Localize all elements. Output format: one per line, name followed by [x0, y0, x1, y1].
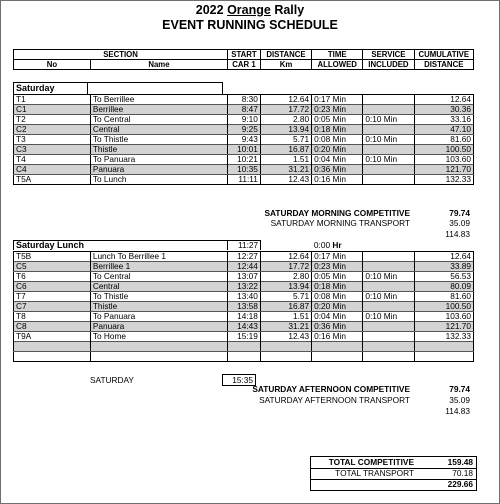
- cell-cum: 47.10: [414, 125, 473, 135]
- cell-name: To Panuara: [90, 312, 227, 322]
- cell-time: 0:23 Min: [312, 262, 363, 272]
- cell-no: T8: [14, 312, 91, 322]
- cell-dist: 31.21: [260, 165, 311, 175]
- cell-time: 0:36 Min: [312, 165, 363, 175]
- cell-time: 0:18 Min: [312, 282, 363, 292]
- cell-cum: 100.50: [414, 302, 473, 312]
- cell-cum: 100.50: [414, 145, 473, 155]
- cell-name: Lunch To Berrillee 1: [90, 252, 227, 262]
- cell-time: 0:05 Min: [312, 272, 363, 282]
- cell-time: 0:08 Min: [312, 135, 363, 145]
- cell-service: [363, 165, 414, 175]
- cell-no: T2: [14, 115, 91, 125]
- sat-morning-transport-label: SATURDAY MORNING TRANSPORT: [270, 218, 410, 228]
- cell-start: 10:21: [228, 155, 261, 165]
- cell-start: 13:07: [228, 272, 261, 282]
- cell-no: T5A: [14, 175, 91, 185]
- cell-start: 9:25: [228, 125, 261, 135]
- cell-service: [363, 95, 414, 105]
- cell-dist: 5.71: [260, 292, 311, 302]
- cell-name: Central: [90, 125, 227, 135]
- cell-service: [363, 105, 414, 115]
- cell-time: 0:23 Min: [312, 105, 363, 115]
- cell-no: T3: [14, 135, 91, 145]
- table-row: [14, 175, 474, 185]
- sat-morning-competitive-value: 79.74: [449, 208, 470, 218]
- cell-start: 8:30: [228, 95, 261, 105]
- cell-name: To Berrillee: [90, 95, 227, 105]
- totals-box: [310, 456, 477, 491]
- saturday-end-label: SATURDAY: [90, 375, 134, 385]
- cell-dist: 1.51: [260, 312, 311, 322]
- schedule-header: [13, 49, 474, 70]
- saturday-label: Saturday: [16, 83, 55, 93]
- sat-morning-total-value: 114.83: [445, 229, 470, 239]
- saturday-table: [13, 94, 474, 185]
- cell-time: 0:05 Min: [312, 115, 363, 125]
- header-cumulative: CUMULATIVE: [414, 50, 473, 60]
- cell-time: 0:36 Min: [312, 322, 363, 332]
- cell-no: T6: [14, 272, 91, 282]
- cell-time: 0:20 Min: [312, 302, 363, 312]
- total-transport-value: 70.18: [452, 468, 473, 478]
- cell-no: T7: [14, 292, 91, 302]
- cell-start: 11:11: [228, 175, 261, 185]
- cell-cum: 121.70: [414, 165, 473, 175]
- cell-service: [363, 145, 414, 155]
- cell-no: T9A: [14, 332, 91, 342]
- cell-no: C4: [14, 165, 91, 175]
- header-service: SERVICE: [363, 50, 414, 60]
- grand-total-value: 229.66: [447, 479, 473, 489]
- cell-name: To Panuara: [90, 155, 227, 165]
- saturday-end-time: 15:35: [232, 375, 253, 385]
- cell-dist: 17.72: [260, 105, 311, 115]
- cell-time: 0:17 Min: [312, 95, 363, 105]
- cell-time: 0:20 Min: [312, 145, 363, 155]
- cell-no: C3: [14, 145, 91, 155]
- header-service-2: INCLUDED: [363, 60, 414, 70]
- cell-cum: 121.70: [414, 322, 473, 332]
- page-subtitle: EVENT RUNNING SCHEDULE: [162, 18, 338, 32]
- cell-start: 14:18: [228, 312, 261, 322]
- cell-name: Thistle: [90, 145, 227, 155]
- cell-start: 9:10: [228, 115, 261, 125]
- lunch-start: 11:27: [228, 241, 261, 251]
- sat-afternoon-transport-value: 35.09: [449, 395, 470, 405]
- cell-dist: 16.87: [260, 302, 311, 312]
- cell-name: To Central: [90, 272, 227, 282]
- table-row: [14, 272, 474, 282]
- cell-start: 12:27: [228, 252, 261, 262]
- cell-time: 0:16 Min: [312, 332, 363, 342]
- cell-no: C5: [14, 262, 91, 272]
- total-competitive-label: TOTAL COMPETITIVE: [328, 457, 414, 467]
- table-row: [14, 95, 474, 105]
- cell-dist: 16.87: [260, 145, 311, 155]
- cell-service: [363, 282, 414, 292]
- cell-cum: 12.64: [414, 252, 473, 262]
- blank-row: [14, 352, 474, 362]
- cell-dist: 13.94: [260, 125, 311, 135]
- cell-start: 13:22: [228, 282, 261, 292]
- cell-service: 0:10 Min: [363, 272, 414, 282]
- cell-service: [363, 125, 414, 135]
- blank-row: [14, 342, 474, 352]
- header-name: Name: [90, 60, 227, 70]
- header-distance-2: Km: [260, 60, 311, 70]
- lunch-time-unit: Hr: [332, 240, 342, 250]
- cell-dist: 31.21: [260, 322, 311, 332]
- cell-dist: 1.51: [260, 155, 311, 165]
- cell-start: 15:19: [228, 332, 261, 342]
- table-row: [14, 262, 474, 272]
- cell-no: T1: [14, 95, 91, 105]
- sat-afternoon-total-value: 114.83: [445, 406, 470, 416]
- header-start: START: [228, 50, 261, 60]
- cell-no: C2: [14, 125, 91, 135]
- cell-service: [363, 262, 414, 272]
- table-row: [14, 282, 474, 292]
- table-row: [14, 115, 474, 125]
- table-row: [14, 125, 474, 135]
- table-row: [14, 155, 474, 165]
- cell-service: [363, 302, 414, 312]
- cell-cum: 132.33: [414, 332, 473, 342]
- cell-name: Panuara: [90, 165, 227, 175]
- table-row: [14, 135, 474, 145]
- cell-name: Central: [90, 282, 227, 292]
- cell-dist: 5.71: [260, 135, 311, 145]
- sat-afternoon-transport-label: SATURDAY AFTERNOON TRANSPORT: [259, 395, 410, 405]
- header-cumulative-2: DISTANCE: [414, 60, 473, 70]
- cell-time: 0:18 Min: [312, 125, 363, 135]
- cell-cum: 132.33: [414, 175, 473, 185]
- cell-time: 0:17 Min: [312, 252, 363, 262]
- cell-no: T5B: [14, 252, 91, 262]
- cell-service: [363, 332, 414, 342]
- cell-no: C1: [14, 105, 91, 115]
- page-title: [0, 3, 500, 17]
- lunch-label: Saturday Lunch: [14, 241, 228, 251]
- saturday-end-time-box: [222, 374, 256, 386]
- header-time: TIME: [312, 50, 363, 60]
- cell-cum: 103.60: [414, 312, 473, 322]
- cell-name: Berrillee 1: [90, 262, 227, 272]
- table-row: [14, 312, 474, 322]
- cell-cum: 12.64: [414, 95, 473, 105]
- table-row: [14, 165, 474, 175]
- cell-service: 0:10 Min: [363, 312, 414, 322]
- cell-start: 8:47: [228, 105, 261, 115]
- header-start-2: CAR 1: [228, 60, 261, 70]
- sat-afternoon-competitive-value: 79.74: [449, 384, 470, 394]
- header-time-2: ALLOWED: [312, 60, 363, 70]
- cell-service: 0:10 Min: [363, 292, 414, 302]
- cell-cum: 30.36: [414, 105, 473, 115]
- table-row: [14, 322, 474, 332]
- cell-cum: 80.09: [414, 282, 473, 292]
- sat-morning-competitive-label: SATURDAY MORNING COMPETITIVE: [264, 208, 410, 218]
- cell-name: To Thistle: [90, 292, 227, 302]
- header-distance: DISTANCE: [260, 50, 311, 60]
- cell-name: To Central: [90, 115, 227, 125]
- cell-dist: 12.43: [260, 175, 311, 185]
- cell-start: 13:58: [228, 302, 261, 312]
- cell-name: To Home: [90, 332, 227, 342]
- cell-service: 0:10 Min: [363, 135, 414, 145]
- cell-time: 0:04 Min: [312, 155, 363, 165]
- cell-service: 0:10 Min: [363, 115, 414, 125]
- cell-cum: 33.16: [414, 115, 473, 125]
- cell-start: 10:01: [228, 145, 261, 155]
- sat-morning-transport-value: 35.09: [449, 218, 470, 228]
- cell-no: T4: [14, 155, 91, 165]
- table-row: [14, 252, 474, 262]
- title-name: Orange: [227, 3, 271, 17]
- title-year: 2022: [195, 3, 224, 17]
- cell-service: [363, 252, 414, 262]
- cell-cum: 81.60: [414, 292, 473, 302]
- title-suffix: Rally: [274, 3, 305, 17]
- table-row: [14, 292, 474, 302]
- cell-name: Thistle: [90, 302, 227, 312]
- cell-cum: 81.60: [414, 135, 473, 145]
- cell-no: C6: [14, 282, 91, 292]
- table-row: [14, 105, 474, 115]
- cell-name: Berrillee: [90, 105, 227, 115]
- table-row: [14, 145, 474, 155]
- cell-time: 0:04 Min: [312, 312, 363, 322]
- cell-start: 14:43: [228, 322, 261, 332]
- cell-name: To Lunch: [90, 175, 227, 185]
- cell-dist: 12.43: [260, 332, 311, 342]
- table-row: [14, 332, 474, 342]
- cell-time: 0:16 Min: [312, 175, 363, 185]
- cell-dist: 17.72: [260, 262, 311, 272]
- cell-no: C7: [14, 302, 91, 312]
- cell-dist: 12.64: [260, 252, 311, 262]
- total-competitive-value: 159.48: [447, 457, 473, 467]
- header-section: SECTION: [14, 50, 228, 60]
- cell-start: 13:40: [228, 292, 261, 302]
- cell-service: [363, 175, 414, 185]
- sat-afternoon-competitive-label: SATURDAY AFTERNOON COMPETITIVE: [252, 384, 410, 394]
- cell-time: 0:08 Min: [312, 292, 363, 302]
- table-row: [14, 302, 474, 312]
- cell-dist: 13.94: [260, 282, 311, 292]
- total-transport-label: TOTAL TRANSPORT: [335, 468, 414, 478]
- cell-name: Panuara: [90, 322, 227, 332]
- cell-dist: 12.64: [260, 95, 311, 105]
- lunch-table: [13, 251, 474, 362]
- cell-cum: 103.60: [414, 155, 473, 165]
- cell-dist: 2.80: [260, 115, 311, 125]
- header-no: No: [14, 60, 91, 70]
- cell-name: To Thistle: [90, 135, 227, 145]
- cell-start: 9:43: [228, 135, 261, 145]
- cell-no: C8: [14, 322, 91, 332]
- lunch-header-row: [13, 240, 474, 250]
- cell-cum: 56.53: [414, 272, 473, 282]
- cell-start: 12:44: [228, 262, 261, 272]
- cell-service: [363, 322, 414, 332]
- lunch-time: 0:00: [313, 240, 331, 250]
- cell-start: 10:35: [228, 165, 261, 175]
- cell-cum: 33.89: [414, 262, 473, 272]
- cell-service: 0:10 Min: [363, 155, 414, 165]
- cell-dist: 2.80: [260, 272, 311, 282]
